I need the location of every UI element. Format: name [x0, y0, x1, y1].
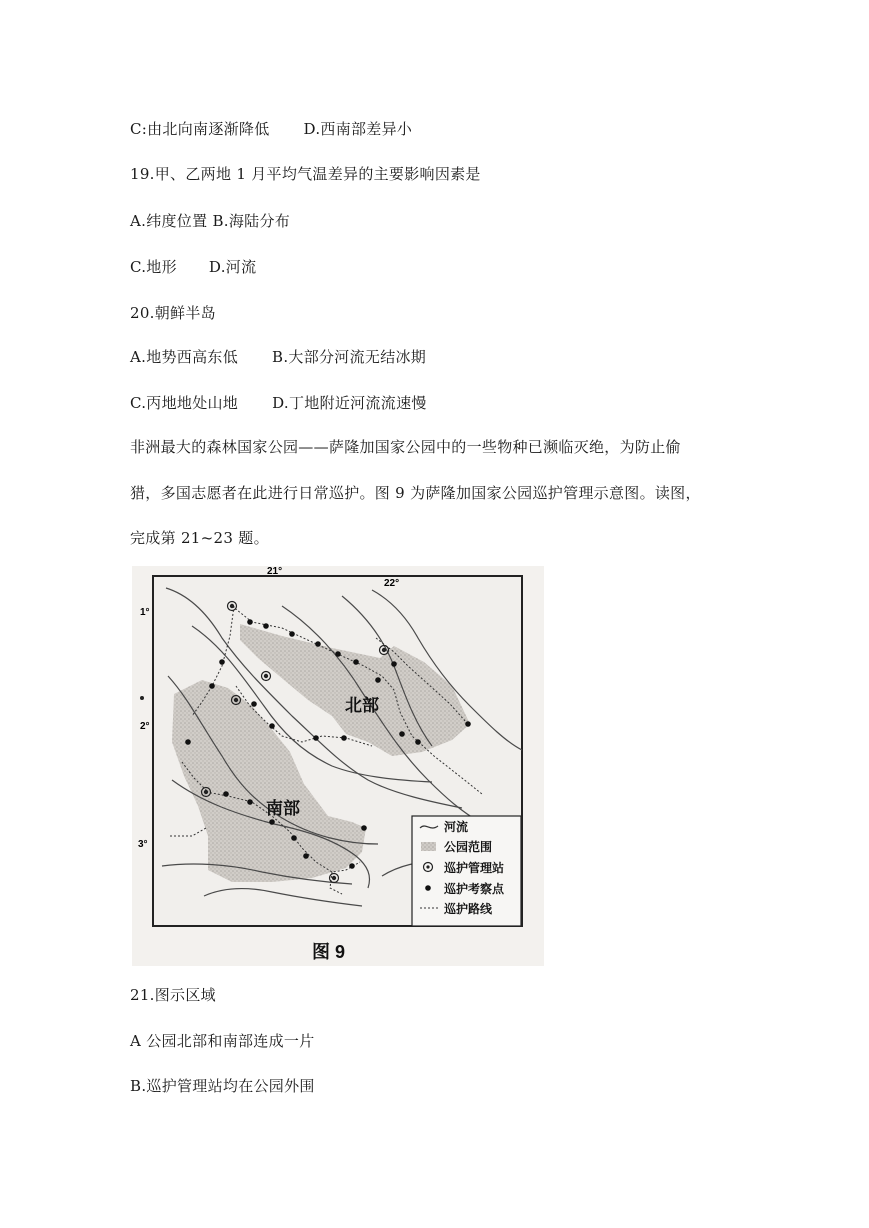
legend-river: 河流 [444, 820, 469, 834]
option-d: D.河流 [208, 258, 257, 276]
option-d: D.西南部差异小 [303, 120, 413, 138]
option-d: D.丁地附近河流流速慢 [272, 394, 427, 412]
question-21: 21.图示区域 [130, 986, 216, 1004]
passage-line-2: 猎，多国志愿者在此进行日常巡护。图 9 为萨隆加国家公园巡护管理示意图。读图， [130, 484, 701, 502]
question-20-options-cd [130, 392, 427, 413]
lat-label-3: 3° [138, 839, 148, 850]
park-patrol-map [132, 566, 544, 966]
region-label-north: 北部 [345, 696, 379, 715]
legend-patrol-station: 巡护管理站 [444, 861, 505, 875]
question-19-options-ab: A.纬度位置 B.海陆分布 [130, 212, 291, 230]
option-c: C.丙地地处山地 [130, 394, 239, 412]
legend-park-range: 公园范围 [444, 840, 493, 854]
region-label-south: 南部 [266, 799, 300, 818]
lon-label-21: 21° [267, 566, 283, 577]
figure-9-map [132, 566, 544, 966]
question-19: 19.甲、乙两地 1 月平均气温差异的主要影响因素是 [130, 165, 481, 183]
passage-line-3: 完成第 21~23 题。 [130, 529, 269, 547]
passage-line-1: 非洲最大的森林国家公园——萨隆加国家公园中的一些物种已濒临灭绝，为防止偷 [130, 438, 681, 456]
figure-caption: 图 9 [312, 942, 346, 962]
lon-label-22: 22° [384, 578, 400, 589]
question-20-options-ab [130, 346, 426, 367]
legend-patrol-point: 巡护考察点 [444, 882, 505, 896]
lat-label-2: 2° [140, 721, 150, 732]
legend-patrol-route: 巡护路线 [444, 902, 493, 916]
question-20: 20.朝鲜半岛 [130, 304, 216, 322]
option-c: C:由北向南逐渐降低 [130, 120, 270, 138]
option-line-c-d [130, 118, 412, 139]
map-legend [412, 816, 521, 926]
question-21-option-b: B.巡护管理站均在公园外围 [130, 1077, 315, 1095]
option-a: A.地势西高东低 [130, 348, 239, 366]
lat-label-1: 1° [140, 607, 150, 618]
question-19-options-cd [130, 256, 256, 277]
option-c: C.地形 [130, 258, 177, 276]
option-b: B.大部分河流无结冰期 [272, 348, 427, 366]
question-21-option-a: A 公园北部和南部连成一片 [130, 1032, 315, 1050]
